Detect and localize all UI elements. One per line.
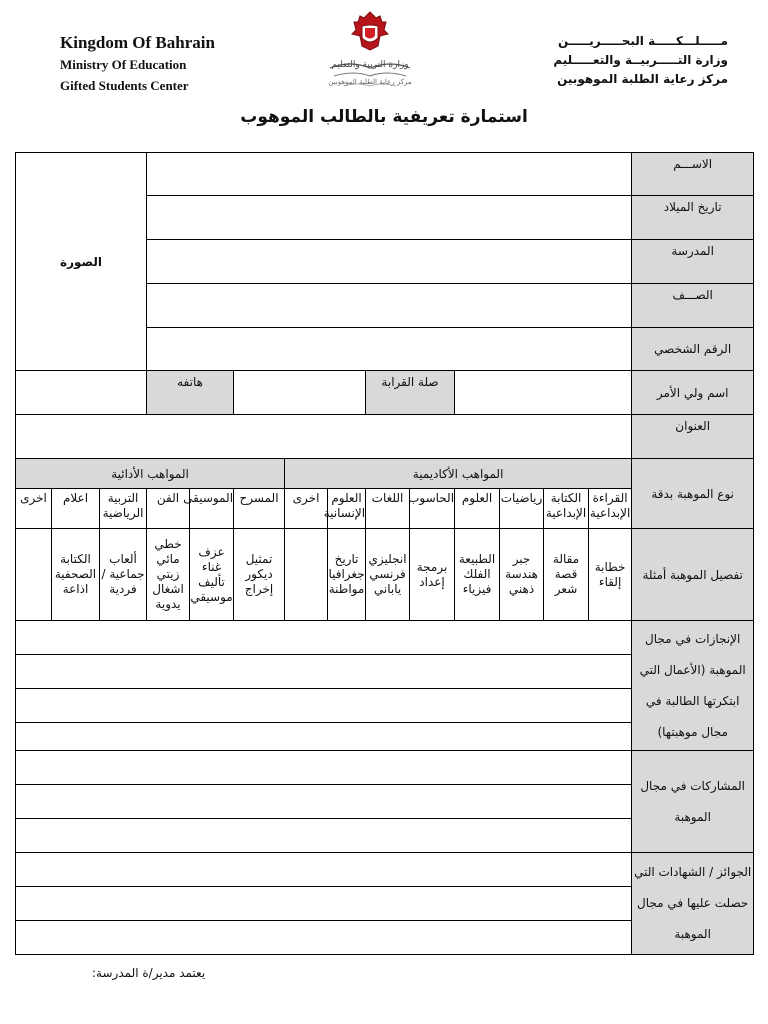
school-field[interactable] — [147, 240, 632, 284]
talent-col-head[interactable]: الحاسوب — [410, 489, 455, 529]
bahrain-emblem-icon — [310, 6, 430, 102]
talent-col-head[interactable]: القراءة الإبداعية — [589, 489, 632, 529]
header-ar-kingdom: مـــــلـــكـــــة البحـــــريـــــن — [557, 34, 728, 48]
photo-box[interactable] — [16, 153, 147, 371]
awards-line[interactable] — [16, 887, 632, 921]
talent-col-head[interactable]: العلوم الإنسانية — [328, 489, 366, 529]
phone-field[interactable] — [16, 371, 147, 415]
performing-talents-header: المواهب الأدائية — [16, 459, 285, 489]
talent-col-head[interactable]: الموسيقى — [190, 489, 234, 529]
relation-label: صلة القرابة — [366, 371, 455, 415]
talent-detail-label: تفصيل الموهبة أمثلة — [632, 529, 754, 621]
grade-field[interactable] — [147, 284, 632, 328]
principal-approval: يعتمد مدير/ة المدرسة: — [92, 966, 206, 980]
achievements-label: الإنجازات في مجال الموهبة (الأعمال التي ابتكرتها الطالبة في مجال موهبتها) — [632, 621, 754, 751]
talent-col-head[interactable]: اخرى — [16, 489, 52, 529]
talent-example[interactable]: تمثيل ديكور إخراج — [234, 529, 285, 621]
header-english — [60, 32, 215, 96]
talent-example[interactable]: تاريخ جغرافيا مواطنة — [328, 529, 366, 621]
guardian-label: اسم ولي الأمر — [632, 371, 754, 415]
header-kingdom: Kingdom Of Bahrain — [60, 33, 215, 52]
student-form-table — [15, 152, 754, 955]
address-field[interactable] — [16, 415, 632, 459]
talent-example[interactable]: برمجة إعداد — [410, 529, 455, 621]
name-field[interactable] — [147, 153, 632, 196]
participations-line[interactable] — [16, 785, 632, 819]
talent-col-head[interactable]: اللغات — [366, 489, 410, 529]
talent-col-head[interactable]: التربية الرياضية — [100, 489, 147, 529]
logo-text-ministry: وزارة التربية والتعليم — [331, 60, 409, 70]
talent-col-head[interactable]: رياضيات — [500, 489, 544, 529]
talent-example[interactable]: خطابة إلقاء — [589, 529, 632, 621]
talent-col-head[interactable]: الكتابة الإبداعية — [544, 489, 589, 529]
address-label: العنوان — [632, 415, 754, 459]
header-ar-ministry: وزارة التـــــربيــة والتعـــــليم — [553, 53, 728, 67]
awards-label: الجوائز / الشهادات التي حصلت عليها في مجال الموهبة — [632, 853, 754, 955]
talent-example[interactable]: ألعاب جماعية / فردية — [100, 529, 147, 621]
personal-number-field[interactable] — [147, 328, 632, 371]
talent-example[interactable] — [285, 529, 328, 621]
achievements-line[interactable] — [16, 621, 632, 655]
awards-line[interactable] — [16, 853, 632, 887]
awards-line[interactable] — [16, 921, 632, 955]
talent-example[interactable] — [16, 529, 52, 621]
talent-example[interactable]: مقالة قصة شعر — [544, 529, 589, 621]
talent-col-head[interactable]: العلوم — [455, 489, 500, 529]
dob-label: تاريخ الميلاد — [632, 196, 754, 240]
personal-number-label: الرقم الشخصي — [632, 328, 754, 371]
talent-example[interactable]: جبر هندسة ذهني — [500, 529, 544, 621]
logo-text-center: مركز رعاية الطلبة الموهوبين — [328, 78, 412, 86]
talent-example[interactable]: عزف غناء تأليف موسيقي — [190, 529, 234, 621]
grade-label: الصـــف — [632, 284, 754, 328]
guardian-name-field[interactable] — [455, 371, 632, 415]
participations-label: المشاركات في مجال الموهبة — [632, 751, 754, 853]
talent-example[interactable]: الطبيعة الفلك فيزياء — [455, 529, 500, 621]
talent-example[interactable]: الكتابة الصحفية اذاعة — [52, 529, 100, 621]
relation-field[interactable] — [234, 371, 366, 415]
talent-col-head[interactable]: المسرح — [234, 489, 285, 529]
achievements-line[interactable] — [16, 689, 632, 723]
header-arabic — [553, 32, 728, 89]
header-ar-center: مركز رعاية الطلبة الموهوبين — [557, 72, 728, 86]
talent-col-head[interactable]: اعلام — [52, 489, 100, 529]
participations-line[interactable] — [16, 751, 632, 785]
dob-field[interactable] — [147, 196, 632, 240]
participations-line[interactable] — [16, 819, 632, 853]
academic-talents-header: المواهب الأكاديمية — [285, 459, 632, 489]
form-title: استمارة تعريفية بالطالب الموهوب — [240, 107, 528, 127]
header-center: Gifted Students Center — [60, 78, 189, 93]
header-ministry: Ministry Of Education — [60, 57, 187, 72]
talent-col-head[interactable]: الفن — [147, 489, 190, 529]
talent-example[interactable]: خطي مائي زيتي اشغال يدوية — [147, 529, 190, 621]
talent-example[interactable]: انجليزي فرنسي ياباني — [366, 529, 410, 621]
talent-col-head[interactable]: اخرى — [285, 489, 328, 529]
name-label: الاســـم — [632, 153, 754, 196]
phone-label: هاتفه — [147, 371, 234, 415]
achievements-line[interactable] — [16, 723, 632, 751]
talent-type-label: نوع الموهبة بدقة — [632, 459, 754, 529]
photo-label: الصورة — [60, 254, 102, 269]
achievements-line[interactable] — [16, 655, 632, 689]
school-label: المدرسة — [632, 240, 754, 284]
